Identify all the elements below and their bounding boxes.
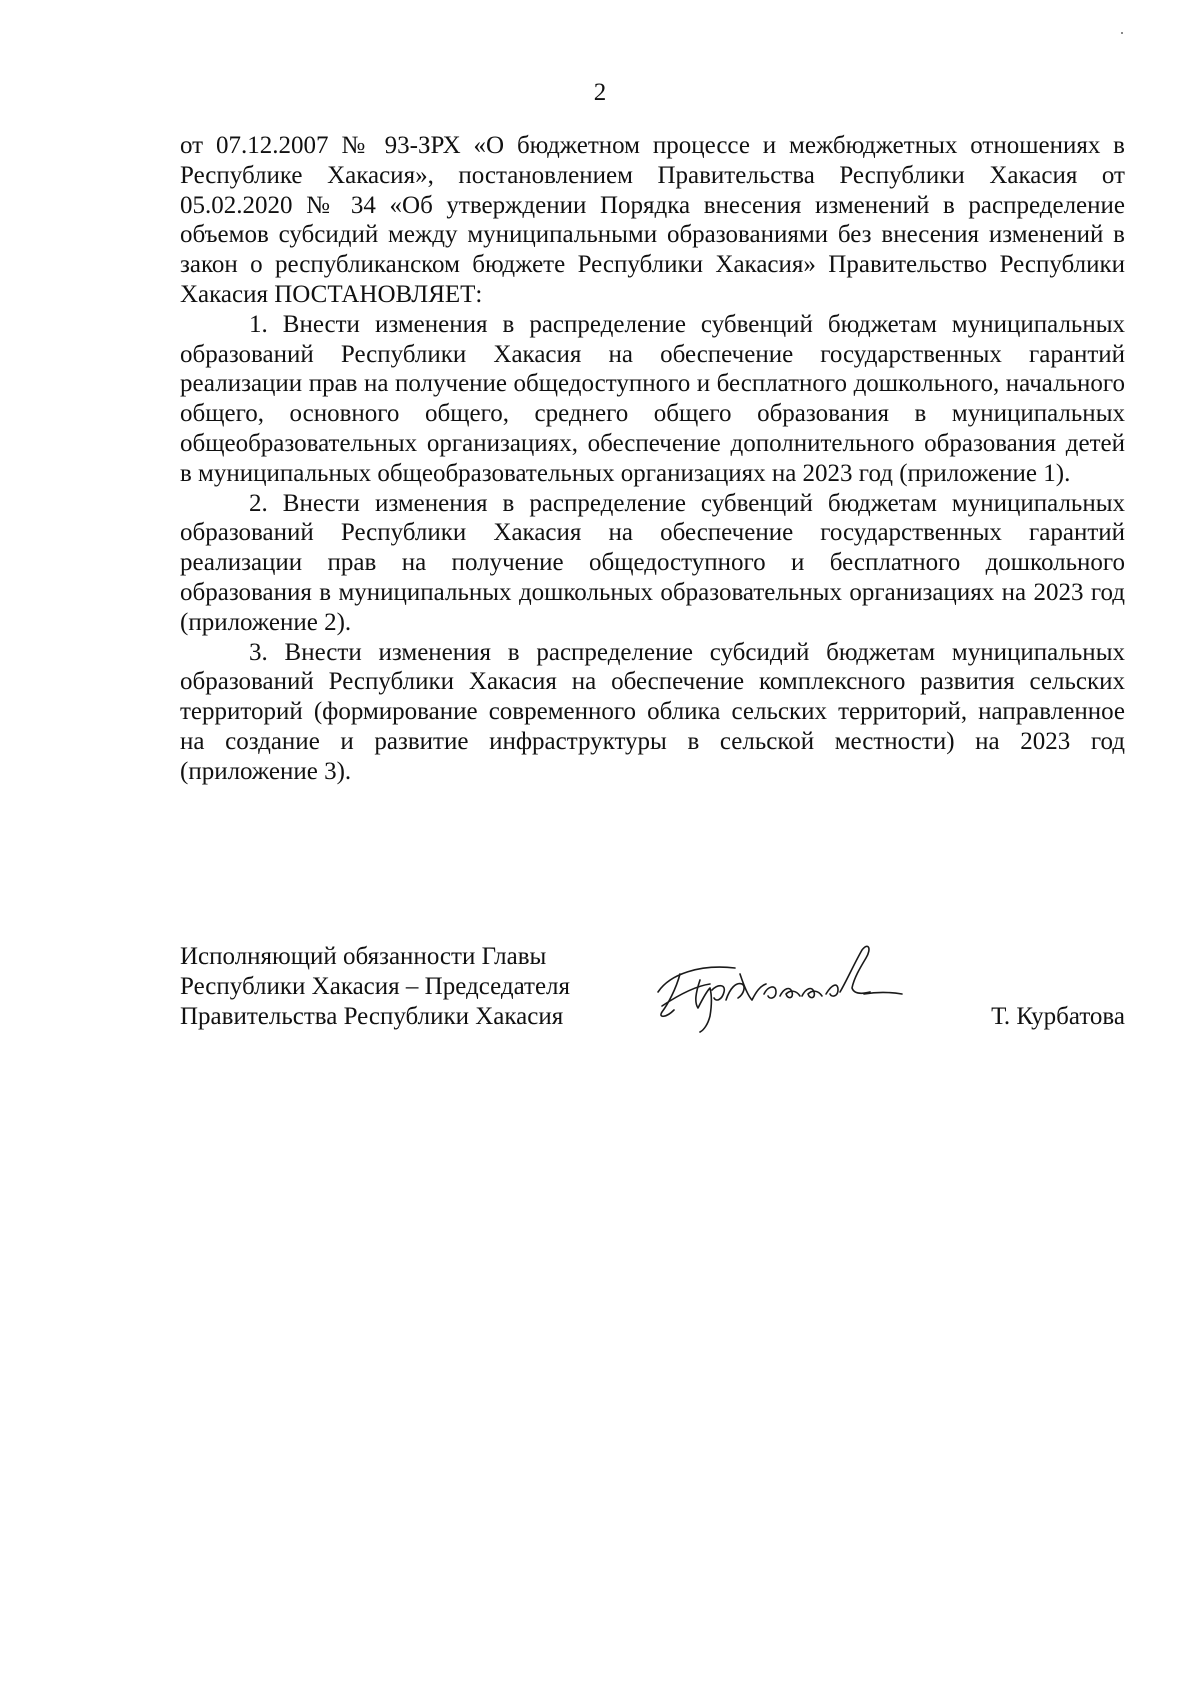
position-line-2: Республики Хакасия – Председателя: [180, 973, 571, 1000]
position-line-3: Правительства Республики Хакасия: [180, 1003, 564, 1030]
position-line-1: Исполняющий обязанности Главы: [180, 943, 547, 970]
document-body: [180, 131, 1125, 787]
signatory-position: [180, 942, 610, 1032]
page-number: 2: [593, 79, 607, 106]
intro-paragraph: от 07.12.2007 № 93-ЗРХ «О бюджетном процессе и межбюджетных отношениях в Республике Хакасия», постановлением Правительства Республики Хакасия от 05.02.2020 № 34 «Об утверждении Порядка внесения изменений в распределение объемов субсидий между муниципальными образованиями без внесения изменений в закон о республиканском бюджете Республики Хакасия» Правительство Республики Хакасия ПОСТАНОВЛЯЕТ:: [180, 132, 1125, 308]
resolution-item-3: 3. Внести изменения в распределение субсидий бюджетам муниципальных образований Республики Хакасия на обеспечение комплексного развития сельских территорий (формирование современного облика сельских территорий, направленное на создание и развитие инфраструктуры в сельской местности) на 2023 год (приложение 3).: [180, 638, 1125, 785]
signature-block: [180, 942, 1125, 1052]
handwritten-signature: [640, 934, 920, 1034]
scan-speck: [1121, 32, 1123, 34]
resolution-item-2: 2. Внести изменения в распределение субвенций бюджетам муниципальных образований Республики Хакасия на обеспечение государственных гарантий реализации прав на получение общедоступного и бесплатного дошкольного образования в муниципальных дошкольных образовательных организациях на 2023 год (приложение 2).: [180, 489, 1125, 636]
resolution-item-1: 1. Внести изменения в распределение субвенций бюджетам муниципальных образований Республики Хакасия на обеспечение государственных гарантий реализации прав на получение общедоступного и бесплатного дошкольного, начального общего, основного общего, среднего общего образования в муниципальных общеобразовательных организациях, обеспечение дополнительного образования детей в муниципальных общеобразовательных организациях на 2023 год (приложение 1).: [180, 310, 1125, 487]
signer-name: Т. Курбатова: [991, 1003, 1125, 1030]
